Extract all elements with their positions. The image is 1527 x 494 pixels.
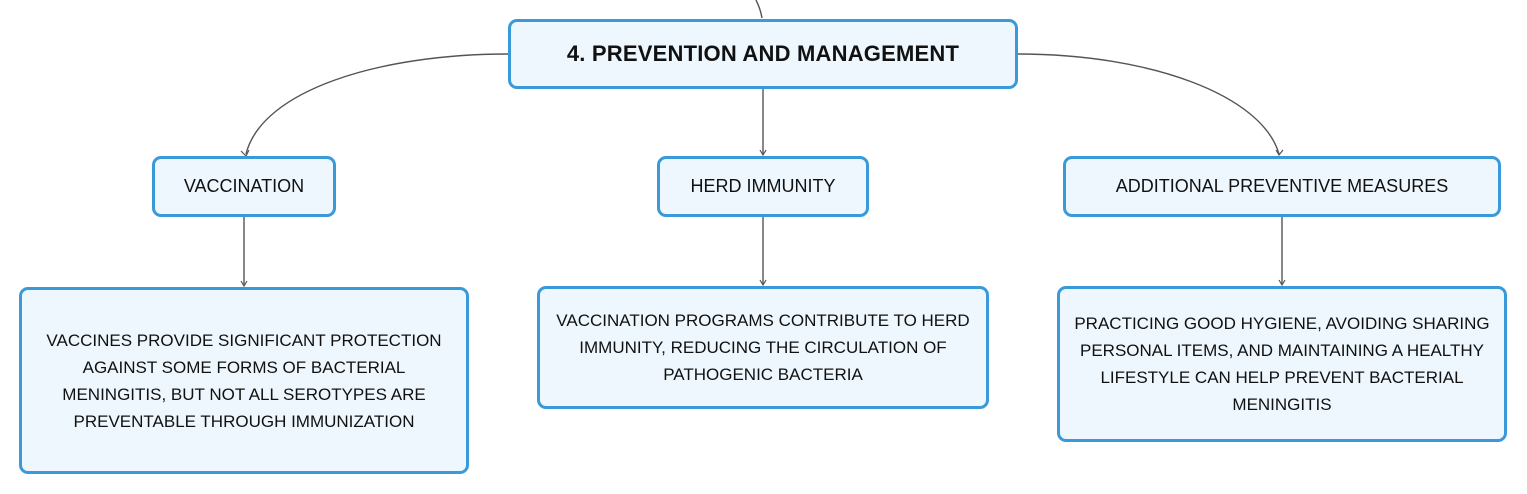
detail-node-additional-measures[interactable] bbox=[1057, 286, 1507, 442]
detail-text-herd-immunity: VACCINATION PROGRAMS CONTRIBUTE TO HERD IMMUNITY, REDUCING THE CIRCULATION OF PATHOGENIC BACTERIA bbox=[556, 311, 970, 384]
topic-node-herd-immunity[interactable] bbox=[657, 156, 869, 217]
arrow-tip-additional-measures bbox=[1276, 150, 1283, 155]
root-node-label: 4. PREVENTION AND MANAGEMENT bbox=[566, 41, 960, 66]
connector-root-to-additional-measures bbox=[1018, 54, 1279, 154]
parent-connector bbox=[756, 0, 762, 18]
connector-root-to-vaccination bbox=[246, 54, 508, 154]
topic-node-vaccination[interactable] bbox=[152, 156, 336, 217]
topic-label-additional-measures: ADDITIONAL PREVENTIVE MEASURES bbox=[1115, 176, 1449, 196]
topic-label-herd-immunity: HERD IMMUNITY bbox=[690, 176, 836, 196]
topic-node-additional-measures[interactable] bbox=[1063, 156, 1501, 217]
detail-node-vaccination[interactable] bbox=[19, 287, 469, 474]
detail-text-vaccination: VACCINES PROVIDE SIGNIFICANT PROTECTION AGAINST SOME FORMS OF BACTERIAL MENINGITIS, BUT NOT ALL SEROTYPES ARE PREVENTABLE THROUGH IMMUNIZATION bbox=[46, 330, 442, 431]
topic-label-vaccination: VACCINATION bbox=[183, 176, 305, 196]
root-node[interactable] bbox=[508, 19, 1018, 89]
detail-text-additional-measures: PRACTICING GOOD HYGIENE, AVOIDING SHARING PERSONAL ITEMS, AND MAINTAINING A HEALTHY LIFESTYLE CAN HELP PREVENT BACTERIAL MENINGITIS bbox=[1074, 314, 1490, 414]
detail-node-herd-immunity[interactable] bbox=[537, 286, 989, 409]
